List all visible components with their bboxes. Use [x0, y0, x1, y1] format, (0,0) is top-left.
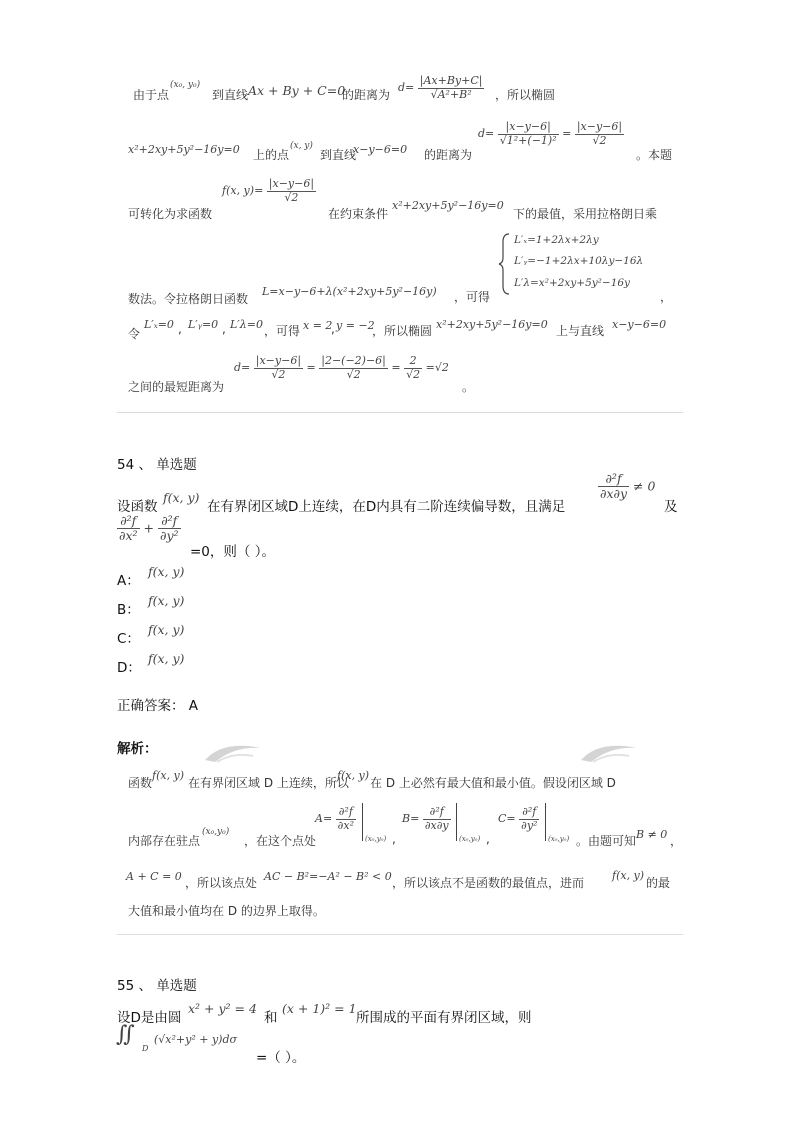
- solution-text: 到直线: [320, 148, 357, 162]
- option-formula: f(x, y): [148, 593, 185, 608]
- analysis-text: 内部存在驻点: [128, 834, 201, 848]
- formula: (x₀,y₀): [202, 827, 230, 837]
- question-stem: =（ ）。: [256, 1050, 306, 1066]
- brace-icon: [498, 232, 512, 296]
- formula: y = −2: [336, 319, 375, 332]
- formula: f(x, y)= $\frac{|x-y-6|}{√2}$: [222, 177, 315, 204]
- analysis-text: 在有界闭区域 D 上连续，所以: [188, 776, 349, 790]
- analysis-text: 函数: [128, 776, 153, 790]
- analysis-text: ,: [392, 832, 396, 846]
- formula-subscript: (x₀,y₀): [548, 835, 570, 843]
- formula: L′ₓ=0: [144, 318, 174, 331]
- integral-domain: D: [142, 1044, 149, 1053]
- watermark-logo-icon: [203, 738, 265, 764]
- question-stem: =0，则（ ）。: [190, 544, 275, 560]
- solution-text: ，所以椭圆: [372, 324, 433, 338]
- formula-distance: d= $\frac{|Ax+By+C|}{\text{√A²+B²}}$: [398, 74, 483, 101]
- formula: Ax + By + C=0: [248, 83, 346, 98]
- question-stem: 设函数: [117, 499, 158, 515]
- section-divider: [117, 412, 683, 413]
- evaluation-bar: [456, 803, 457, 841]
- formula: (x₀, y₀): [170, 80, 201, 90]
- solution-text: 。: [462, 380, 475, 394]
- formula: f(x, y): [337, 769, 370, 782]
- analysis-text: ，: [670, 834, 683, 848]
- evaluation-bar: [545, 803, 546, 841]
- analysis-text: 在 D 上必然有最大值和最小值。假设闭区域 D: [370, 776, 616, 790]
- formula: x²+2xy+5y²−16y=0: [128, 143, 240, 156]
- option-formula: f(x, y): [148, 564, 185, 579]
- solution-text: ，可得: [264, 324, 301, 338]
- solution-text: ，可得: [454, 290, 491, 304]
- solution-text: ,: [331, 322, 335, 336]
- formula: $\frac{\text{∂²f}}{\partial x\partial y}$ ≠ 0: [600, 471, 656, 502]
- solution-text: 可转化为求函数: [128, 207, 213, 221]
- question-stem: 在有界闭区域D上连续，在D内具有二阶连续偏导数，且满足: [207, 499, 566, 515]
- solution-text: 。本题: [636, 148, 673, 162]
- system-equation: L′ₓ=1+2λx+2λy: [514, 234, 599, 246]
- solution-text: 上与直线: [556, 324, 605, 338]
- analysis-text: 大值和最小值均在 D 的边界上取得。: [128, 904, 325, 918]
- formula: L=x−y−6+λ(x²+2xy+5y²−16y): [262, 285, 437, 298]
- formula-B: B= $\frac{\text{∂²f}}{\partial x\partial y}$: [402, 805, 449, 832]
- question-header: 54 、 单选题: [117, 457, 197, 473]
- formula: x−y−6=0: [612, 318, 667, 331]
- formula: $\frac{\text{∂²f}}{\text{∂x²}}$ + $\frac{\text{∂²f}}{\text{∂y²}}$: [119, 513, 179, 544]
- system-equation: L′λ=x²+2xy+5y²−16y: [514, 277, 630, 289]
- solution-text: ,: [178, 322, 182, 336]
- analysis-text: 的最: [646, 876, 671, 890]
- formula-distance: d= $\frac{|x-y-6|}{\text{√1²+(−1)²}}$ = $\frac{|x-y-6|}{√2}$: [478, 120, 623, 147]
- formula-distance: d= $\frac{|x-y-6|}{√2}$ = $\frac{|2-(-2)-6|}{√2}$ = $\frac{2}{√2}$ =√2: [234, 354, 449, 381]
- solution-text: 由于点: [133, 88, 170, 102]
- analysis-text: ，在这个点处: [244, 834, 317, 848]
- question-stem: 设D是由圆: [117, 1010, 182, 1026]
- formula-C: C= $\frac{\text{∂²f}}{\text{∂y²}}$: [498, 805, 538, 832]
- formula-subscript: (x₀,y₀): [459, 835, 481, 843]
- solution-text: 的距离为: [424, 148, 473, 162]
- formula: (x, y): [290, 141, 313, 151]
- formula: x²+2xy+5y²−16y=0: [436, 318, 548, 331]
- analysis-text: ，所以该点不是函数的最值点，进而: [392, 876, 585, 890]
- section-divider: [117, 934, 683, 935]
- solution-text: 在约束条件: [328, 207, 389, 221]
- formula-subscript: (x₀,y₀): [365, 835, 387, 843]
- analysis-text: 。由题可知: [576, 834, 637, 848]
- formula: (x + 1)² = 1: [282, 1001, 357, 1016]
- formula: x = 2: [303, 319, 333, 332]
- solution-text: 令: [128, 327, 141, 341]
- formula: x−y−6=0: [353, 143, 408, 156]
- formula: A + C = 0: [126, 870, 182, 883]
- correct-answer: 正确答案： A: [117, 698, 199, 714]
- double-integral-symbol: ∬: [116, 1022, 135, 1047]
- solution-text: 之间的最短距离为: [128, 380, 225, 394]
- formula: x²+2xy+5y²−16y=0: [392, 199, 504, 212]
- system-equation: L′ᵧ=−1+2λx+10λy−16λ: [514, 255, 644, 267]
- formula: f(x, y): [612, 869, 645, 882]
- solution-text: 到直线: [212, 88, 249, 102]
- option-formula: f(x, y): [148, 622, 185, 637]
- solution-text: ，: [660, 290, 673, 304]
- formula: f(x, y): [152, 769, 185, 782]
- question-stem: 所围成的平面有界闭区域，则: [356, 1010, 532, 1026]
- option-label: A：: [117, 573, 140, 589]
- solution-text: ,: [222, 322, 226, 336]
- option-label: B：: [117, 602, 140, 618]
- analysis-text: ，所以该点处: [185, 876, 258, 890]
- formula: B ≠ 0: [636, 828, 668, 841]
- formula: AC − B²=−A² − B² < 0: [264, 870, 392, 883]
- evaluation-bar: [362, 803, 363, 841]
- solution-text: 的距离为: [342, 88, 391, 102]
- formula-A: A= $\frac{\text{∂²f}}{\text{∂x²}}$: [315, 805, 354, 832]
- formula: L′ᵧ=0: [188, 318, 219, 331]
- question-stem: 和: [264, 1010, 278, 1026]
- question-stem: 及: [664, 499, 678, 515]
- solution-text: 上的点: [253, 148, 290, 162]
- solution-text: 数法。令拉格朗日函数: [128, 292, 249, 306]
- analysis-text: ,: [486, 832, 490, 846]
- formula: x² + y² = 4: [188, 1001, 257, 1016]
- integrand: (√x²+y² + y)dσ: [154, 1033, 238, 1046]
- question-header: 55 、 单选题: [117, 978, 197, 994]
- option-formula: f(x, y): [148, 651, 185, 666]
- option-label: D：: [117, 660, 141, 676]
- formula: f(x, y): [163, 490, 200, 505]
- solution-text: 下的最值，采用拉格朗日乘: [513, 207, 658, 221]
- option-label: C：: [117, 631, 140, 647]
- solution-text: ，所以椭圆: [495, 88, 556, 102]
- analysis-label: 解析：: [117, 741, 158, 757]
- formula: L′λ=0: [230, 318, 263, 331]
- watermark-logo-icon: [579, 738, 641, 764]
